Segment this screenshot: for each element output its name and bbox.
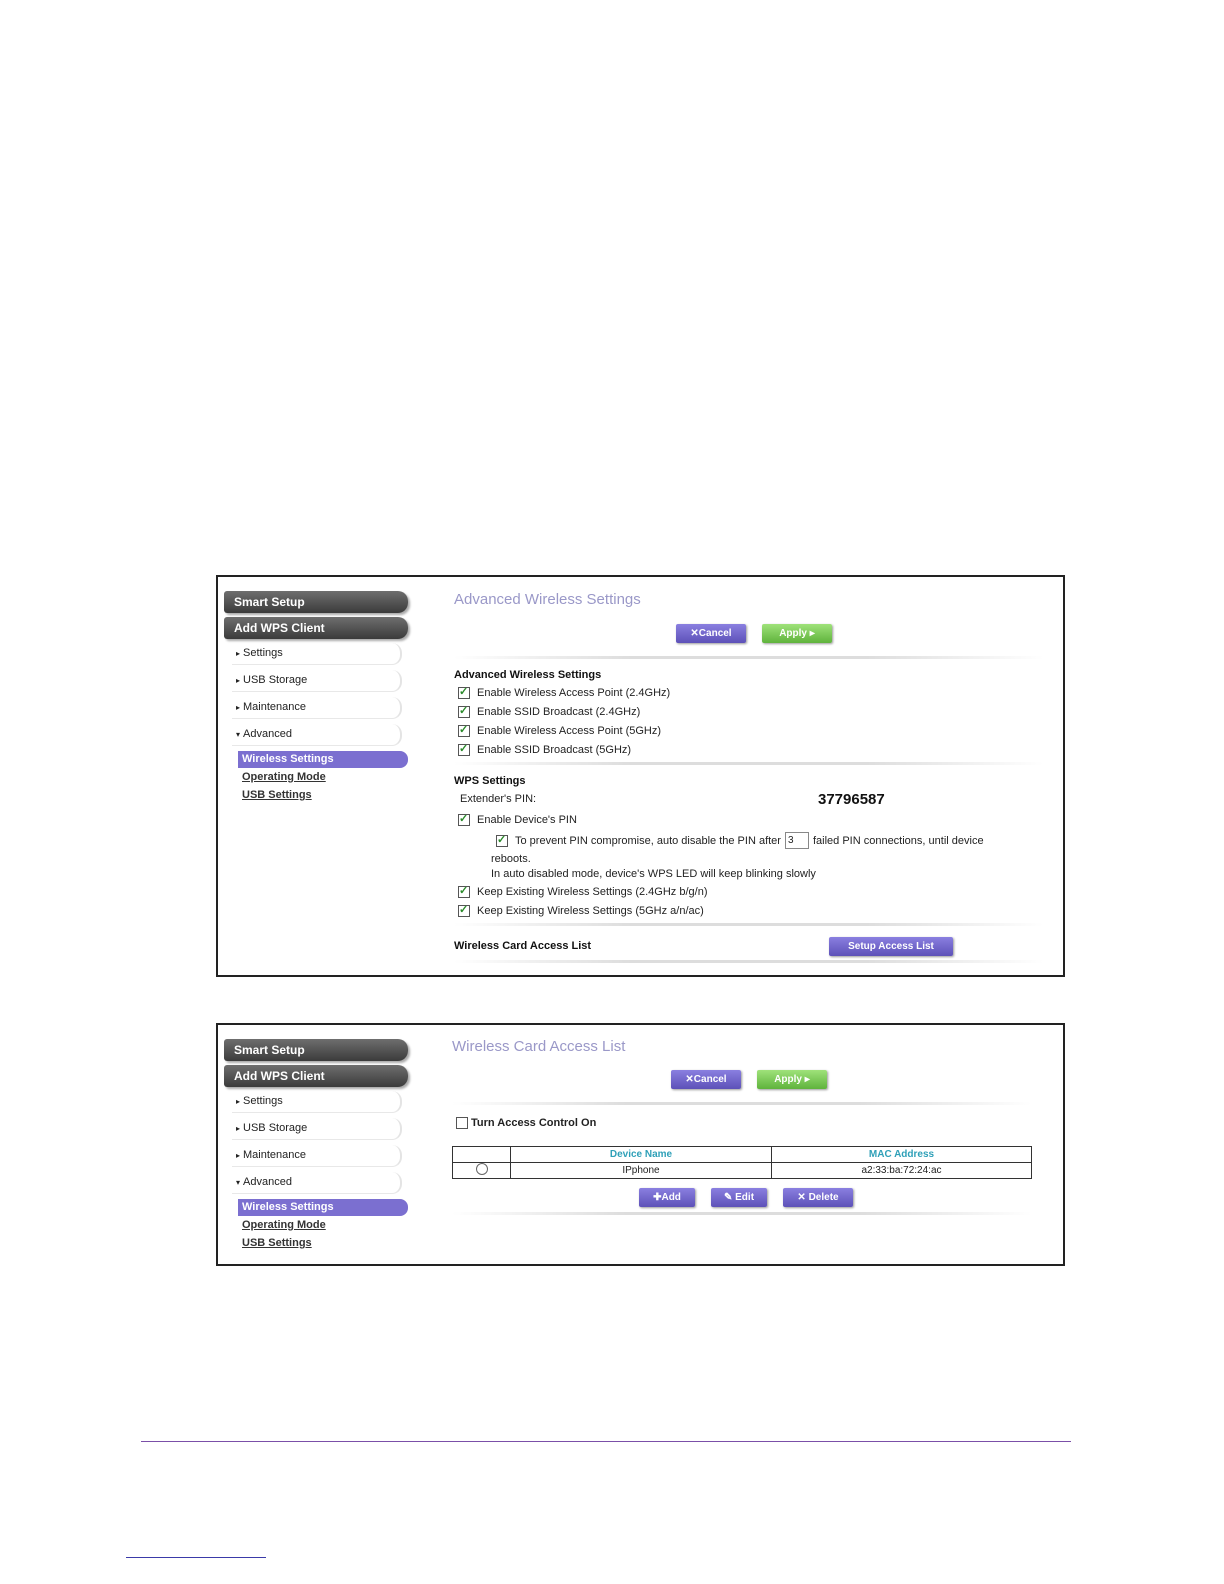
checkbox[interactable]: [458, 905, 470, 917]
prevent-pin-text-end: reboots.: [491, 853, 531, 865]
triangle-right-icon: ▸: [236, 1124, 241, 1133]
option-row[interactable]: [458, 687, 670, 699]
sidebar-item-label: Advanced: [243, 1176, 292, 1188]
keep-5-row[interactable]: [458, 905, 704, 917]
option-label: Keep Existing Wireless Settings (5GHz a/n/ac): [477, 905, 704, 917]
sidebar-item-label: Maintenance: [243, 701, 307, 713]
add-label: Add: [661, 1192, 681, 1203]
sidebar-item-label: USB Storage: [243, 1122, 308, 1134]
sidebar-item-usb-storage[interactable]: [232, 670, 402, 692]
triangle-down-icon: ▾: [236, 730, 241, 739]
divider: [454, 960, 1044, 963]
sidebar-sub-wireless-settings[interactable]: Wireless Settings: [238, 751, 408, 768]
delete-button[interactable]: [783, 1188, 853, 1207]
divider: [452, 1102, 1032, 1105]
add-wps-client-button[interactable]: Add WPS Client: [224, 617, 408, 639]
sidebar-item-label: Settings: [243, 647, 283, 659]
option-row[interactable]: [458, 706, 640, 718]
mac-address-cell: a2:33:ba:72:24:ac: [772, 1163, 1032, 1179]
option-label-continued: failed PIN connections, until device: [812, 834, 984, 847]
checkbox[interactable]: [458, 687, 470, 699]
main-content: [454, 577, 1054, 975]
sidebar-sub-operating-mode[interactable]: Operating Mode: [242, 1219, 326, 1231]
divider: [452, 1212, 1032, 1215]
failed-attempts-input[interactable]: 3: [785, 832, 809, 849]
prevent-pin-row[interactable]: [496, 832, 984, 849]
divider: [454, 656, 1044, 659]
column-header-mac-address: MAC Address: [772, 1147, 1032, 1163]
footer-divider: [141, 1441, 1071, 1442]
access-list-label: Wireless Card Access List: [454, 940, 592, 952]
option-label: Enable Wireless Access Point (5GHz): [477, 725, 662, 737]
sidebar: [224, 591, 408, 804]
checkbox[interactable]: [496, 835, 508, 847]
sidebar-item-label: Settings: [243, 1095, 283, 1107]
close-icon: ✕: [690, 628, 699, 639]
sidebar: [224, 1039, 408, 1252]
access-list-screenshot: [216, 1023, 1065, 1266]
delete-label: Delete: [808, 1192, 839, 1203]
option-label: Enable SSID Broadcast (2.4GHz): [477, 706, 641, 718]
setup-access-list-button[interactable]: Setup Access List: [829, 937, 953, 956]
checkbox[interactable]: [458, 744, 470, 756]
option-label: Enable Wireless Access Point (2.4GHz): [477, 687, 671, 699]
sidebar-item-settings[interactable]: [232, 643, 402, 665]
sidebar-item-maintenance[interactable]: [232, 1145, 402, 1167]
checkbox[interactable]: [458, 886, 470, 898]
checkbox[interactable]: [458, 814, 470, 826]
option-label: Enable SSID Broadcast (5GHz): [477, 744, 632, 756]
triangle-right-icon: ▸: [236, 676, 241, 685]
sidebar-item-settings[interactable]: [232, 1091, 402, 1113]
footer-link-underline: [126, 1557, 266, 1558]
close-icon: ✕: [797, 1192, 806, 1203]
option-row[interactable]: [458, 725, 661, 737]
cancel-label: Cancel: [693, 1074, 727, 1085]
sidebar-item-advanced[interactable]: [232, 724, 402, 746]
access-control-toggle-row[interactable]: [456, 1117, 596, 1129]
checkbox[interactable]: [456, 1117, 468, 1129]
add-button[interactable]: [639, 1188, 695, 1207]
option-label: Keep Existing Wireless Settings (2.4GHz b/g/n): [477, 886, 708, 898]
sidebar-item-advanced[interactable]: [232, 1172, 402, 1194]
plus-icon: ✚: [653, 1192, 662, 1203]
pencil-icon: ✎: [723, 1192, 733, 1203]
close-icon: ✕: [685, 1074, 694, 1085]
triangle-down-icon: ▾: [236, 1178, 241, 1187]
option-label: Turn Access Control On: [471, 1117, 597, 1129]
section-title-advanced-wireless: Advanced Wireless Settings: [454, 669, 602, 681]
smart-setup-button[interactable]: Smart Setup: [224, 1039, 408, 1061]
sidebar-item-label: Advanced: [243, 728, 292, 740]
column-header-select: [453, 1147, 511, 1163]
option-label: To prevent PIN compromise, auto disable the PIN after: [515, 834, 781, 847]
radio-button[interactable]: [476, 1163, 488, 1175]
page-title: Advanced Wireless Settings: [454, 591, 641, 608]
triangle-right-icon: ▸: [236, 703, 241, 712]
play-arrow-icon: ▸: [809, 628, 815, 639]
cancel-label: Cancel: [698, 628, 732, 639]
apply-label: Apply: [774, 1074, 802, 1085]
row-select-cell[interactable]: [453, 1163, 511, 1179]
triangle-right-icon: ▸: [236, 649, 241, 658]
apply-button[interactable]: [762, 624, 832, 643]
device-name-cell: IPphone: [511, 1163, 772, 1179]
table-row[interactable]: [453, 1163, 1032, 1179]
checkbox[interactable]: [458, 706, 470, 718]
option-row[interactable]: [458, 744, 631, 756]
sidebar-sub-usb-settings[interactable]: USB Settings: [242, 1237, 312, 1249]
auto-disabled-note: In auto disabled mode, device's WPS LED will keep blinking slowly: [491, 868, 816, 880]
sidebar-item-label: Maintenance: [243, 1149, 307, 1161]
add-wps-client-button[interactable]: Add WPS Client: [224, 1065, 408, 1087]
main-content: [452, 1025, 1052, 1263]
apply-label: Apply: [779, 628, 807, 639]
section-title-wps: WPS Settings: [454, 775, 526, 787]
extender-pin-value: 37796587: [818, 791, 885, 808]
table-header-row: [453, 1147, 1032, 1163]
divider: [454, 762, 1044, 765]
play-arrow-icon: ▸: [804, 1074, 810, 1085]
option-label: Enable Device's PIN: [477, 814, 577, 826]
triangle-right-icon: ▸: [236, 1151, 241, 1160]
triangle-right-icon: ▸: [236, 1097, 241, 1106]
sidebar-item-maintenance[interactable]: [232, 697, 402, 719]
enable-pin-row[interactable]: [458, 814, 577, 826]
divider: [454, 923, 1044, 926]
extender-pin-label: Extender's PIN:: [460, 793, 537, 805]
column-header-device-name: Device Name: [511, 1147, 772, 1163]
cancel-button[interactable]: [676, 624, 746, 643]
sidebar-item-usb-storage[interactable]: [232, 1118, 402, 1140]
edit-label: Edit: [735, 1192, 755, 1203]
sidebar-sub-operating-mode[interactable]: Operating Mode: [242, 771, 326, 783]
sidebar-sub-wireless-settings[interactable]: Wireless Settings: [238, 1199, 408, 1216]
keep-24-row[interactable]: [458, 886, 707, 898]
edit-button[interactable]: [711, 1188, 767, 1207]
cancel-button[interactable]: [671, 1070, 741, 1089]
sidebar-item-label: USB Storage: [243, 674, 308, 686]
smart-setup-button[interactable]: Smart Setup: [224, 591, 408, 613]
advanced-wireless-screenshot: [216, 575, 1065, 977]
page-title: Wireless Card Access List: [452, 1038, 626, 1055]
sidebar-sub-usb-settings[interactable]: USB Settings: [242, 789, 312, 801]
checkbox[interactable]: [458, 725, 470, 737]
access-list-table: [452, 1146, 1032, 1179]
apply-button[interactable]: [757, 1070, 827, 1089]
